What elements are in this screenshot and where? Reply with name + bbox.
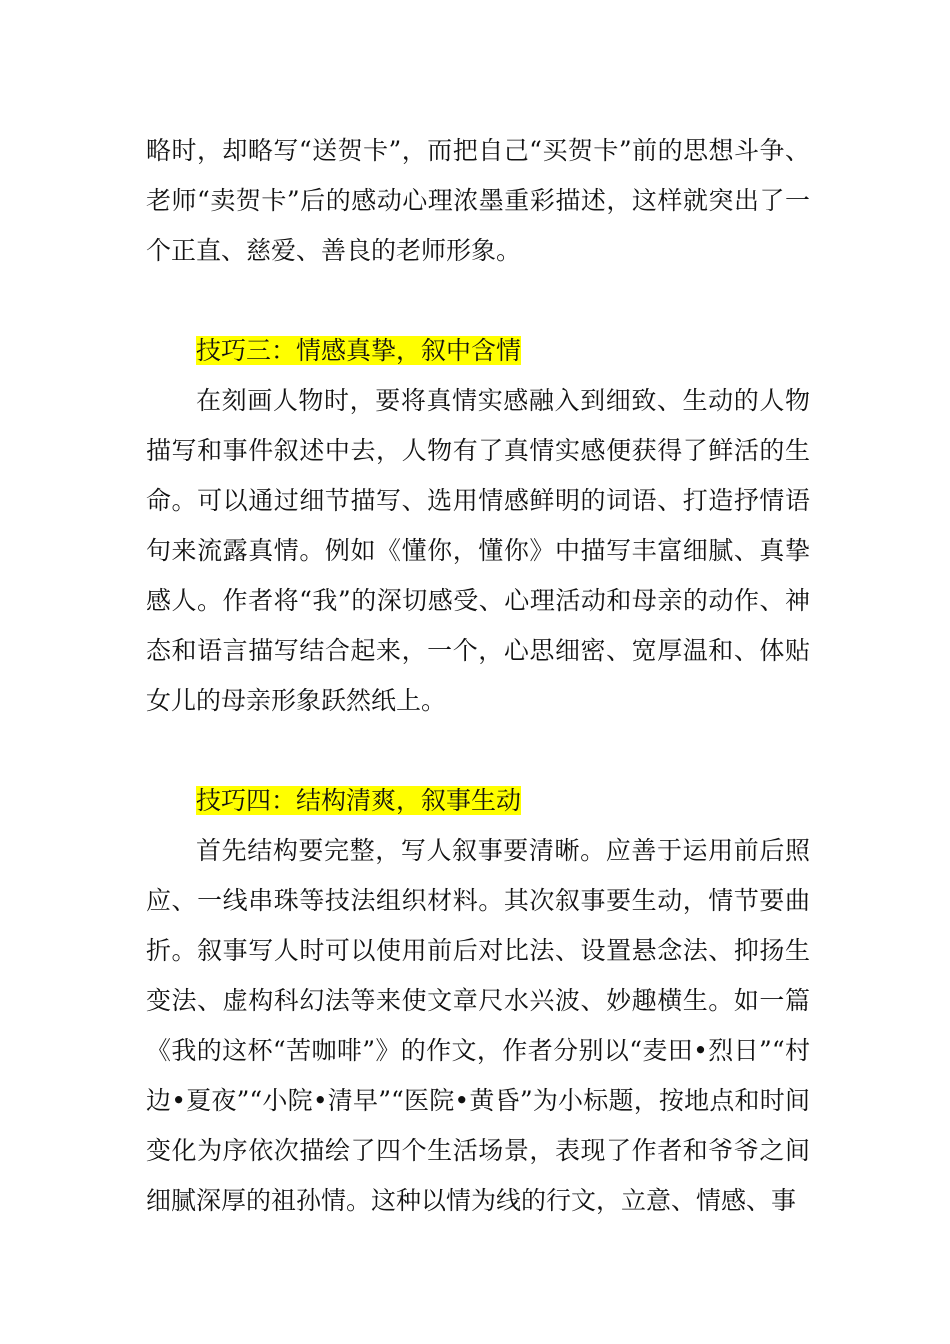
section-body-3: 在刻画人物时，要将真情实感融入到细致、生动的人物描写和事件叙述中去，人物有了真情实感便获得了鲜活的生命。可以通过细节描写、选用情感鲜明的词语、打造抒情语句来流露真情。例如《懂你，懂你》中描写丰富细腻、真挚感人。作者将“我”的深切感受、心理活动和母亲的动作、神态和语言描写结合起来，一个，心思细密、宽厚温和、体贴女儿的母亲形象跃然纸上。 [146,386,810,715]
section-body-4: 首先结构要完整，写人叙事要清晰。应善于运用前后照应、一线串珠等技法组织材料。其次叙事要生动，情节要曲折。叙事写人时可以使用前后对比法、设置悬念法、抑扬生变法、虚构科幻法等来使文章尺水兴波、妙趣横生。如一篇《我的这杯“苦咖啡”》的作文，作者分别以“麦田•烈日”“村边•夏夜”“小院•清早”“医院•黄昏”为小标题，按地点和时间变化为序依次描绘了四个生活场景，表现了作者和爷爷之间细腻深厚的祖孙情。这种以情为线的行文，立意、情感、事 [146,836,810,1215]
section-heading-4 [146,776,810,826]
document-body [146,126,810,1226]
paragraph-spacer [146,276,810,326]
highlighted-heading-text: 技巧四：结构清爽，叙事生动 [196,786,522,815]
highlighted-heading-text: 技巧三：情感真挚，叙中含情 [196,336,522,365]
paragraph-spacer [146,726,810,776]
continuation-paragraph: 略时，却略写“送贺卡”，而把自己“买贺卡”前的思想斗争、老师“卖贺卡”后的感动心理浓墨重彩描述，这样就突出了一个正直、慈爱、善良的老师形象。 [146,136,810,265]
section-heading-3 [146,326,810,376]
